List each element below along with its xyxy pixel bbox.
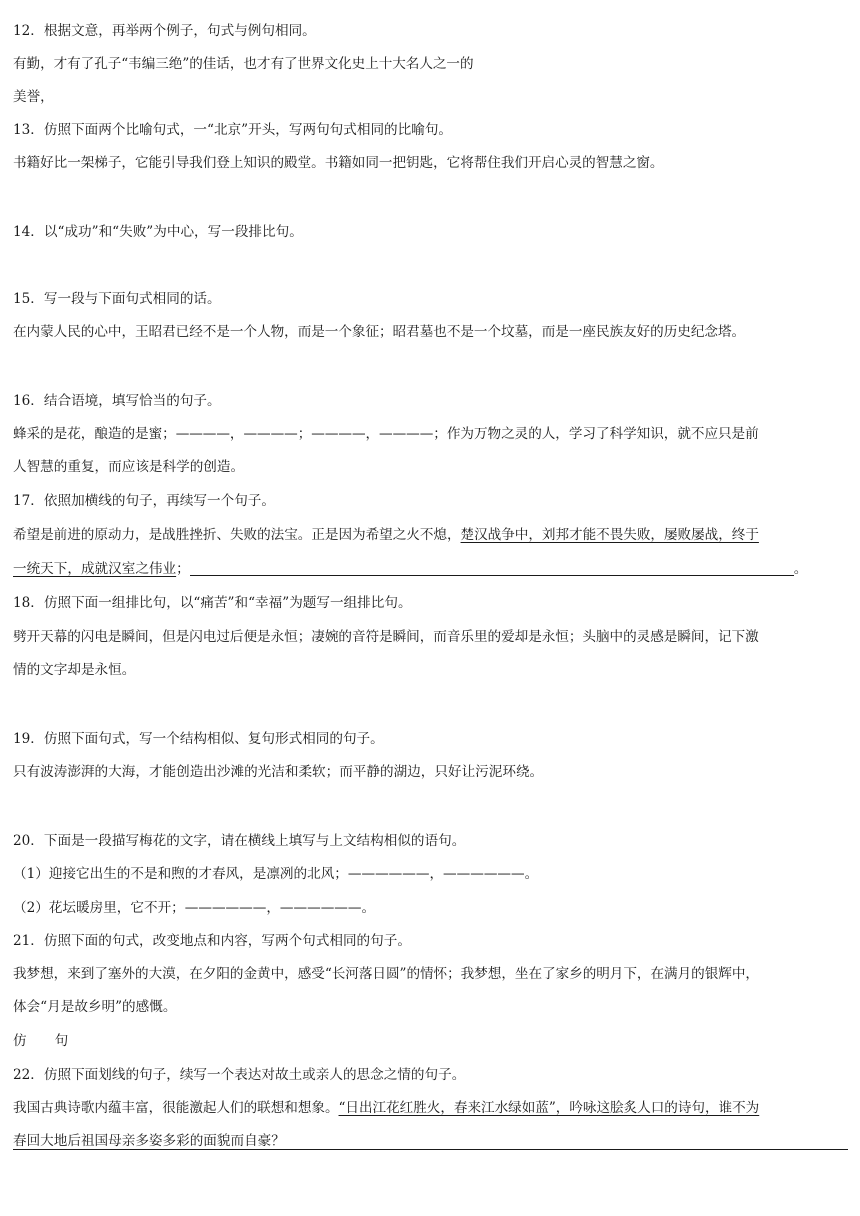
q17-underlined-text-2: 一统天下，成就汉室之伟业 — [13, 561, 177, 577]
q22-passage-line1 — [13, 1098, 850, 1118]
q20-item2: （2）花坛暖房里，它不开；——————，——————。 — [13, 900, 376, 916]
q21-label-ju: 句 — [54, 1033, 69, 1049]
q22-passage-line2 — [13, 1131, 850, 1151]
q17-passage-line1 — [13, 525, 850, 545]
q13-title: 13．仿照下面两个比喻句式，一“北京”开头，写两句句式相同的比喻句。 — [13, 122, 453, 138]
q16-title: 16．结合语境，填写恰当的句子。 — [13, 393, 221, 409]
q17-plain-text: 希望是前进的原动力，是战胜挫折、失败的法宝。正是因为希望之火不熄， — [13, 527, 461, 543]
q17-title: 17．依照加横线的句子，再续写一个句子。 — [13, 493, 275, 509]
q19-title: 19．仿照下面句式，写一个结构相似、复句形式相同的句子。 — [13, 731, 384, 747]
q22-plain-text: 我国古典诗歌内蕴丰富，很能激起人们的联想和想象。 — [13, 1100, 339, 1116]
q20-title: 20．下面是一段描写梅花的文字，请在横线上填写与上文结构相似的语句。 — [13, 833, 466, 849]
q15-example: 在内蒙人民的心中，王昭君已经不是一个人物，而是一个象征；昭君墓也不是一个坟墓，而是一座民族友好的历史纪念塔。 — [13, 324, 746, 340]
q22-underlined-text-2: 春回大地后祖国母亲多姿多彩的面貌而自豪？ — [13, 1133, 285, 1149]
q21-label-fang: 仿 — [13, 1033, 27, 1049]
q17-passage-line2 — [13, 559, 850, 579]
q20-item1: （1）迎接它出生的不是和煦的才春风，是凛冽的北风；——————，——————。 — [13, 866, 539, 882]
q18-example-line2: 情的文字却是永恒。 — [13, 662, 136, 678]
q17-underlined-text: 楚汉战争中，刘邦才能不畏失败，屡败屡战，终于 — [460, 527, 759, 543]
q12-example-line2: 美誉， — [13, 89, 54, 105]
q15-title: 15．写一段与下面句式相同的话。 — [13, 291, 221, 307]
q22-title: 22．仿照下面划线的句子，续写一个表达对故土或亲人的思念之情的句子。 — [13, 1067, 466, 1083]
q21-imitation-label — [13, 1031, 850, 1051]
q16-passage-line2: 人智慧的重复，而应该是科学的创造。 — [13, 459, 245, 475]
q17-separator: ； — [176, 561, 190, 577]
q18-title: 18．仿照下面一组排比句，以“痛苦”和“幸福”为题写一组排比句。 — [13, 595, 412, 611]
q21-example-line2: 体会“月是故乡明”的感慨。 — [13, 999, 177, 1015]
q14-title: 14．以“成功”和“失败”为中心，写一段排比句。 — [13, 224, 303, 240]
q16-passage-line1: 蜂采的是花，酿造的是蜜；————，————；————，————；作为万物之灵的人，学习了科学知识，就不应只是前 — [13, 426, 759, 442]
q19-example: 只有波涛澎湃的大海，才能创造出沙滩的光洁和柔软；而平静的湖边，只好让污泥环绕。 — [13, 764, 544, 780]
q18-example-line1: 劈开天幕的闪电是瞬间，但是闪电过后便是永恒；凄婉的音符是瞬间，而音乐里的爱却是永恒；头脑中的灵感是瞬间，记下激 — [13, 629, 759, 645]
q17-answer-blank[interactable] — [190, 560, 794, 576]
q21-title: 21．仿照下面的句式，改变地点和内容，写两个句式相同的句子。 — [13, 933, 411, 949]
q17-end-mark: 。 — [793, 561, 808, 577]
q12-title: 12．根据文意，再举两个例子，句式与例句相同。 — [13, 23, 316, 39]
q22-answer-rule[interactable] — [13, 1149, 848, 1150]
q13-example: 书籍好比一架梯子，它能引导我们登上知识的殿堂。书籍如同一把钥匙，它将帮住我们开启心灵的智慧之窗。 — [13, 155, 664, 171]
q22-underlined-text: “日出江花红胜火，春来江水绿如蓝”，吟咏这脍炙人口的诗句，谁不为 — [338, 1100, 760, 1116]
q12-example-line1: 有勤，才有了孔子“韦编三绝”的佳话，也才有了世界文化史上十大名人之一的 — [13, 56, 474, 72]
q21-example-line1: 我梦想，来到了塞外的大漠，在夕阳的金黄中，感受“长河落日圆”的情怀；我梦想，坐在了家乡的明月下，在满月的银辉中， — [13, 966, 759, 982]
